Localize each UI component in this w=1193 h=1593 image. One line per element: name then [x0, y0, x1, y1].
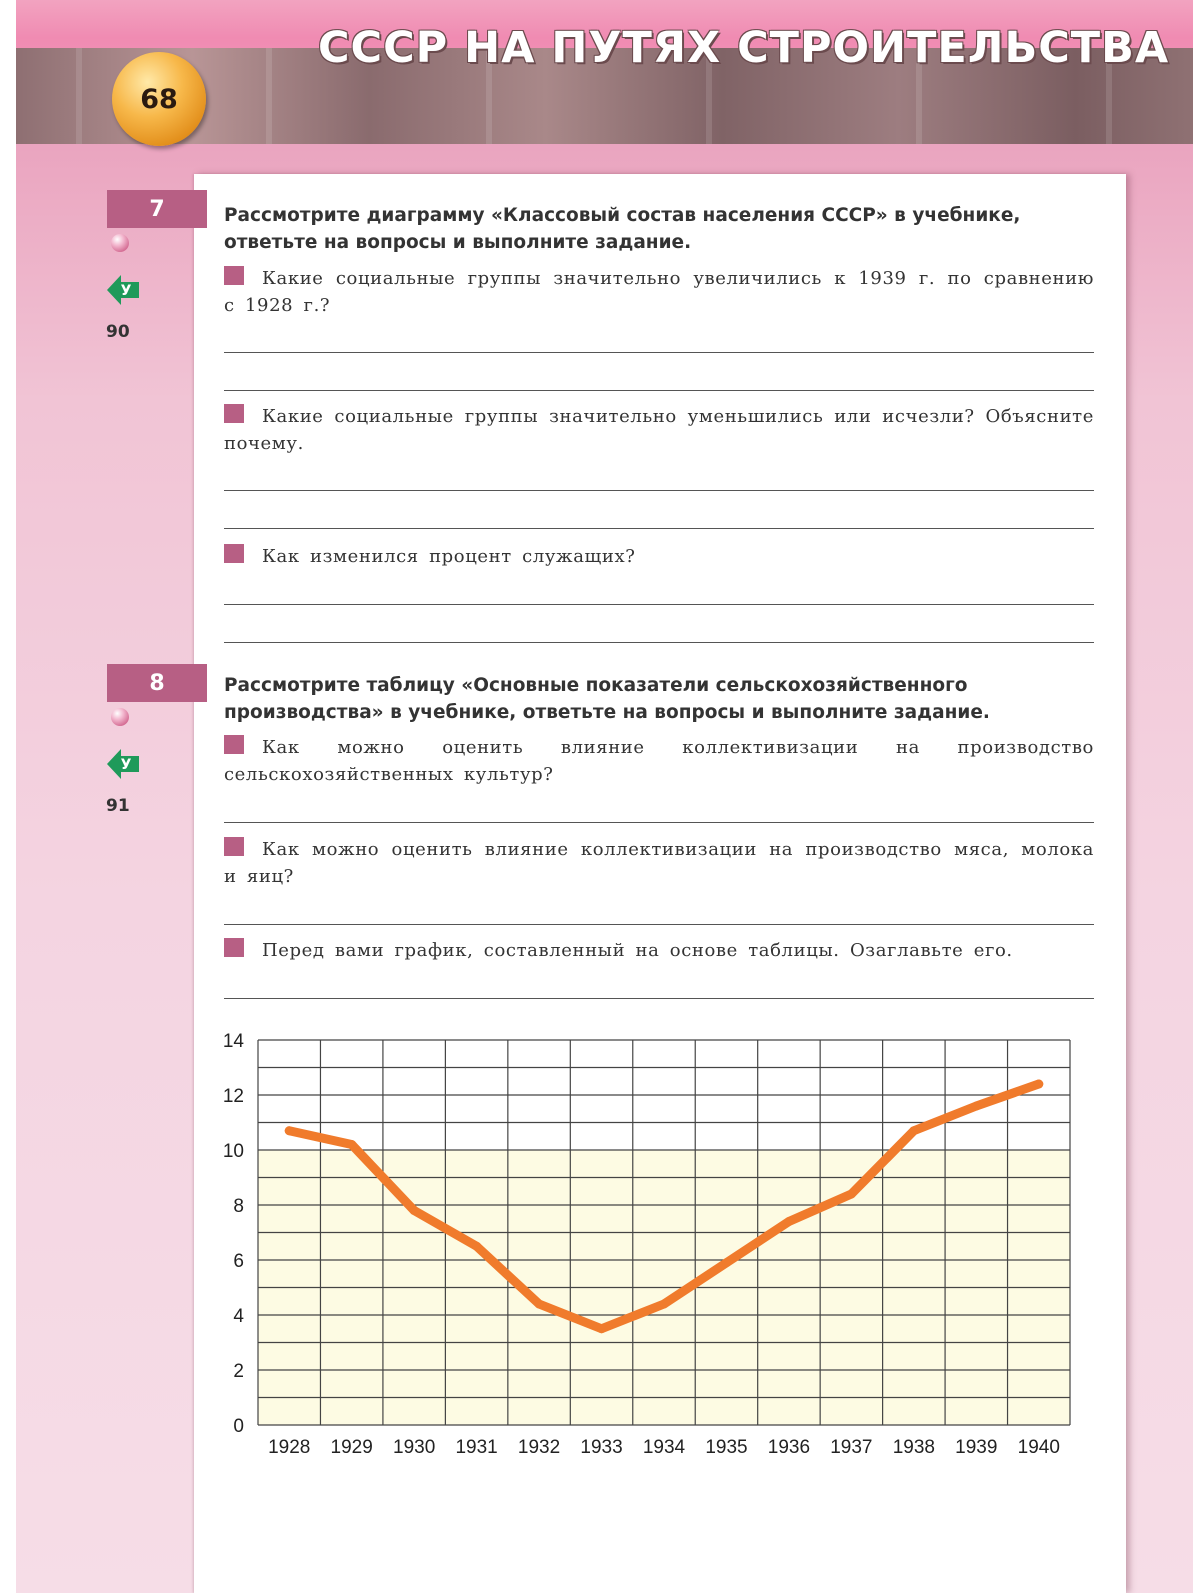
- task-instruction: Рассмотрите диаграмму «Классовый состав населения СССР» в учебнике, ответьте на вопросы и выполните задание.: [224, 205, 1021, 253]
- data-point: [660, 1300, 669, 1309]
- line-chart: [200, 1020, 1100, 1480]
- x-tick-label: 1937: [830, 1437, 873, 1458]
- y-tick-label: 2: [233, 1361, 244, 1382]
- data-point: [347, 1140, 356, 1149]
- x-tick-label: 1935: [705, 1437, 748, 1458]
- question-text: Перед вами график, составленный на основе таблицы. Озаглавьте его.: [262, 940, 1013, 961]
- answer-line[interactable]: [224, 822, 1094, 823]
- y-tick-label: 14: [222, 1031, 244, 1052]
- x-tick-label: 1933: [580, 1437, 623, 1458]
- data-point: [285, 1126, 294, 1135]
- data-point: [847, 1190, 856, 1199]
- textbook-page-ref: 90: [106, 322, 130, 342]
- question: [224, 937, 1094, 964]
- y-tick-label: 8: [233, 1196, 244, 1217]
- data-point: [909, 1126, 918, 1135]
- data-point: [535, 1300, 544, 1309]
- y-axis-ticks: [223, 1031, 245, 1437]
- textbook-page-ref: 91: [106, 796, 130, 816]
- question-text: Какие социальные группы значительно уменьшились или исчезли? Объясните почему.: [224, 406, 1094, 454]
- question-text: Как изменился процент служащих?: [262, 546, 636, 567]
- question: [224, 836, 1094, 890]
- x-tick-label: 1936: [767, 1437, 811, 1458]
- answer-line[interactable]: [224, 352, 1094, 353]
- answer-line[interactable]: [224, 390, 1094, 391]
- data-point: [1034, 1080, 1043, 1089]
- question: [224, 734, 1094, 788]
- difficulty-ball-icon: [111, 234, 129, 252]
- answer-line[interactable]: [224, 924, 1094, 925]
- task-number-tab: 8: [107, 664, 207, 702]
- task-instruction: Рассмотрите таблицу «Основные показатели сельскохозяйственного производства» в учебнике, ответьте на вопросы и выполните задание.: [224, 675, 990, 723]
- x-tick-label: 1939: [955, 1437, 998, 1458]
- question-marker-icon: [224, 735, 244, 754]
- y-tick-label: 6: [233, 1251, 244, 1272]
- data-point: [410, 1206, 419, 1215]
- x-tick-label: 1931: [455, 1437, 498, 1458]
- x-tick-label: 1938: [892, 1437, 935, 1458]
- answer-line[interactable]: [224, 490, 1094, 491]
- chapter-title: СССР НА ПУТЯХ СТРОИТЕЛЬСТВА: [318, 23, 1170, 73]
- banner-texture: [266, 48, 272, 144]
- reference-icon-letter: У: [120, 757, 132, 773]
- question: [224, 543, 1094, 570]
- question-text: Как можно оценить влияние коллективизации на производство сельскохозяйственных культур?: [224, 737, 1094, 785]
- question-marker-icon: [224, 266, 244, 285]
- reference-icon-letter: У: [120, 283, 132, 299]
- data-point: [597, 1324, 606, 1333]
- answer-line[interactable]: [224, 998, 1094, 999]
- question-text: Как можно оценить влияние коллективизации на производство мяса, молока и яиц?: [224, 839, 1094, 887]
- y-tick-label: 10: [222, 1141, 244, 1162]
- banner-texture: [76, 48, 82, 144]
- textbook-reference-icon: [104, 744, 144, 784]
- question-text: Какие социальные группы значительно увеличились к 1939 г. по сравнению с 1928 г.?: [224, 268, 1094, 316]
- data-point: [784, 1217, 793, 1226]
- y-tick-label: 12: [222, 1086, 244, 1107]
- question-marker-icon: [224, 404, 244, 423]
- question: [224, 265, 1094, 319]
- x-tick-label: 1930: [393, 1437, 436, 1458]
- question-marker-icon: [224, 837, 244, 856]
- answer-line[interactable]: [224, 528, 1094, 529]
- x-tick-label: 1932: [517, 1437, 561, 1458]
- data-point: [722, 1258, 731, 1267]
- task-number-tab: 7: [107, 190, 207, 228]
- y-tick-label: 0: [233, 1416, 244, 1437]
- x-axis-ticks: [268, 1437, 1060, 1458]
- x-tick-label: 1940: [1017, 1437, 1060, 1458]
- x-tick-label: 1929: [330, 1437, 373, 1458]
- textbook-reference-icon: [104, 270, 144, 310]
- page-number-badge: 68: [112, 52, 206, 146]
- question: [224, 403, 1094, 457]
- x-tick-label: 1934: [642, 1437, 686, 1458]
- answer-line[interactable]: [224, 642, 1094, 643]
- difficulty-ball-icon: [111, 708, 129, 726]
- answer-line[interactable]: [224, 604, 1094, 605]
- y-tick-label: 4: [233, 1306, 244, 1327]
- question-marker-icon: [224, 938, 244, 957]
- page-edge: [0, 0, 16, 1593]
- data-point: [972, 1102, 981, 1111]
- data-point: [472, 1242, 481, 1251]
- question-marker-icon: [224, 544, 244, 563]
- x-tick-label: 1928: [268, 1437, 311, 1458]
